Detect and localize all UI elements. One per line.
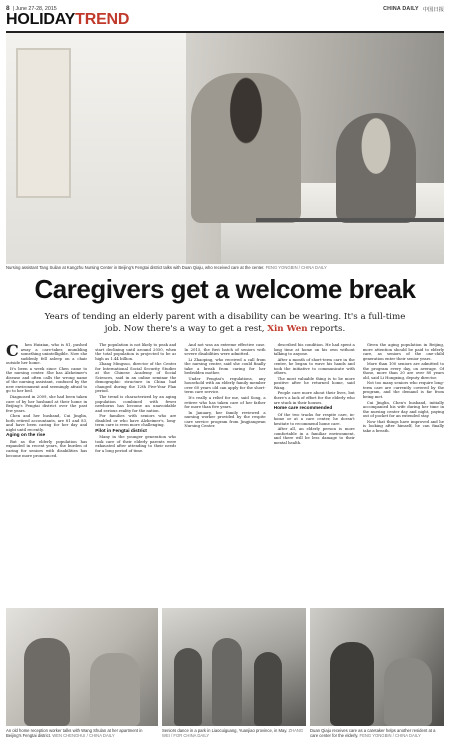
headline: Caregivers get a welcome break [34, 274, 416, 304]
caption-credit: FENG YONGBIN / CHINA DAILY [359, 733, 421, 738]
article-column-3 [184, 343, 265, 607]
hero-caption-credit: FENG YONGBIN / CHINA DAILY [265, 265, 327, 270]
deck-text: Years of tending an elderly parent with a disability can be wearing. It's a full-time job. Now there's a way to get a rest, [44, 312, 406, 334]
article-column-2 [95, 343, 176, 607]
caption-credit: WEN CHENGHUI / CHINA DAILY [52, 733, 115, 738]
paragraph: The trend is characterized by an aging population combined with fewer newborns has become an unavoidable and serious reality for the nation. [95, 394, 177, 413]
photo-figure [330, 642, 374, 726]
photo-care-center [310, 608, 444, 726]
photo-figure [174, 648, 202, 726]
photo-seniors-dancing [162, 608, 306, 726]
paragraph: Under Fengtai's regulations, any household with an elderly family member over 60 years old can apply for the short-term care service. [184, 375, 266, 395]
paragraph: Li Zhaoping, who received a call from the nursing center, said she could finally take a break from caring for her bedridden mother. [184, 356, 266, 376]
photo-apartment-visit [6, 608, 158, 726]
article-column-5 [363, 343, 444, 607]
caption-credit: ZHANG WEI / FOR CHINA DAILY [162, 728, 304, 738]
photo-caregiver-figure [191, 73, 301, 223]
paragraph: Now that things have improved and he is looking after himself, he can finally take a breath. [362, 418, 445, 433]
drop-cap: C [6, 343, 19, 360]
paragraph: Given the aging population in Beijing, more attention should be paid to elderly care, as seniors of the one-child generation enter their senior years. [362, 343, 445, 361]
photo-caption-1 [6, 728, 158, 738]
caption-text: An old home reception worker talks with Wang Shulan at her apartment in Beijing's Fengtai district. [6, 728, 143, 738]
section-title [6, 11, 129, 29]
paper-name: CHINA DAILY [383, 5, 419, 12]
paragraph: But as the elderly population has expanded in recent years, the burden of caring for seniors with disabilities has become more pronounced. [6, 438, 88, 458]
paragraph: Not too many seniors who require long-term care are currently covered by the program, and the demand is far from being met. [362, 380, 445, 400]
hero-caption-text: Nursing assistant Tang Suilan at Kangzhu Nursing Center in Beijing's Fengtai district talks with Duan Qiaju, who received care at the center. [6, 265, 265, 270]
paragraph: Cui Jinglin, Chen's husband, initially accompanied his wife during her time in the nursing center day and night, paying out of pocket for an extended stay. [362, 399, 445, 419]
paper-name-chinese: 中国日报 [422, 6, 444, 13]
photo-figure [212, 638, 242, 726]
paragraph: After a month of short-term care in the center, he began to wave his hands and took the initiative to communicate with others. [273, 356, 355, 376]
photo-figure [24, 638, 70, 726]
paragraph: described his condition. He had spent a long time at home on his own without talking to anyone. [273, 343, 355, 357]
photo-door [16, 48, 71, 198]
paragraph: And not was an extreme effective case. In 2015, the first batch of seniors with severe disabilities were admitted. [184, 343, 266, 357]
photo-figure [254, 652, 282, 726]
paragraph: Many in the younger generation who took care of their elderly parents were exhausted after attending to their needs for a long period of time. [95, 434, 177, 454]
section-title-holiday: HOLIDAY [6, 11, 76, 28]
subhead-aging: Aging on the rise [6, 433, 46, 439]
paragraph: In January, her family reviewed a nursing worker provided by the respite care service program from Jingjiangwan Nursing Center. [184, 409, 266, 429]
paragraph: Zhang Mingsuo, director of the Center for International Social Security Studies at the Chinese Academy of Social Sciences, said in an online seminar the demographic structure in China had changed during the 12th Five-Year Plan period. [95, 361, 177, 394]
paragraph: For families with seniors who are disabled or who have Alzheimer's, long-term care is even more challenging. [95, 413, 177, 428]
article-column-1 [6, 343, 87, 607]
paragraph: It's really a relief for me, said Song, a retiree who has taken care of her father for more than five years. [184, 395, 266, 410]
paragraph: It's been a week since Chen came to the nursing center. She has Alzheimer's disease and often calls the wrong name of the nursing assistant, confused by the new environment and seemingly afraid to go to her bed. [6, 365, 88, 394]
article-body [6, 343, 444, 607]
page-number: 8 [6, 5, 10, 12]
hero-photo [6, 33, 444, 264]
photo-figure [90, 653, 140, 726]
byline: Xin Wen [267, 323, 308, 334]
paragraph: More than 100 seniors are admitted to the program every day, on average. Of those, more than 20 are over 80 years old, said Li Hongxing, deputy director. [362, 361, 445, 380]
caption-text: Duan Qiaju receives care as a caretaker helps another resident at a care center for the elderly. [310, 728, 436, 738]
issue-date: | June 27-28, 2015 [12, 5, 57, 12]
photo-patient-figure [336, 113, 416, 223]
paragraph: After all, an elderly person is more comfortable in a familiar environment, and there will be less damage to their mental health. [273, 426, 355, 445]
photo-caption-3 [310, 728, 444, 738]
paragraph: The population is not likely to peak and start declining until around 2050, when the total population is projected to be as high as 1.44 billion. [95, 343, 177, 361]
caption-text: Seniors dance in a park in Liaocuiguang, Yuanjiao province, in May. [162, 728, 288, 733]
subhead-pilot: Pilot in Fengtai district [95, 428, 147, 434]
photo-figure [384, 658, 432, 726]
paragraph: Diagnosed in 2009, she had been taken care of by her husband at their home in Beijing's Fengtai district over the past few years. [6, 394, 88, 413]
photo-bed-rail [256, 218, 444, 222]
subhead-home-care: Home care recommended [273, 406, 333, 412]
paragraph: The most valuable thing is to be more positive after he returned home, said Wang. [273, 375, 355, 390]
deck-tail: reports. [307, 323, 346, 334]
paragraph: People care more about their lives, but there's a lack of effort for the elderly who are stuck in their houses. [273, 390, 355, 405]
section-title-trend: TREND [75, 11, 130, 28]
deck [40, 312, 410, 335]
paragraph: Chen and her husband, Cui Jinglin, both retired accountants, are 81 and 83, and have been caring for her day and night until recently. [6, 413, 88, 432]
hero-caption [6, 265, 444, 270]
paragraph: Of the two tracks for respite care, in-home or at a care center, he doesn't hesitate to recommend home care. [273, 411, 355, 426]
article-column-4 [274, 343, 355, 607]
photo-caption-2 [162, 728, 306, 738]
paragraph: hen Huixian, who is 81, pushed away a care-taker, mumbling something unintelligible. Now she suddenly fell asleep on a chair outside her home. [6, 343, 88, 366]
